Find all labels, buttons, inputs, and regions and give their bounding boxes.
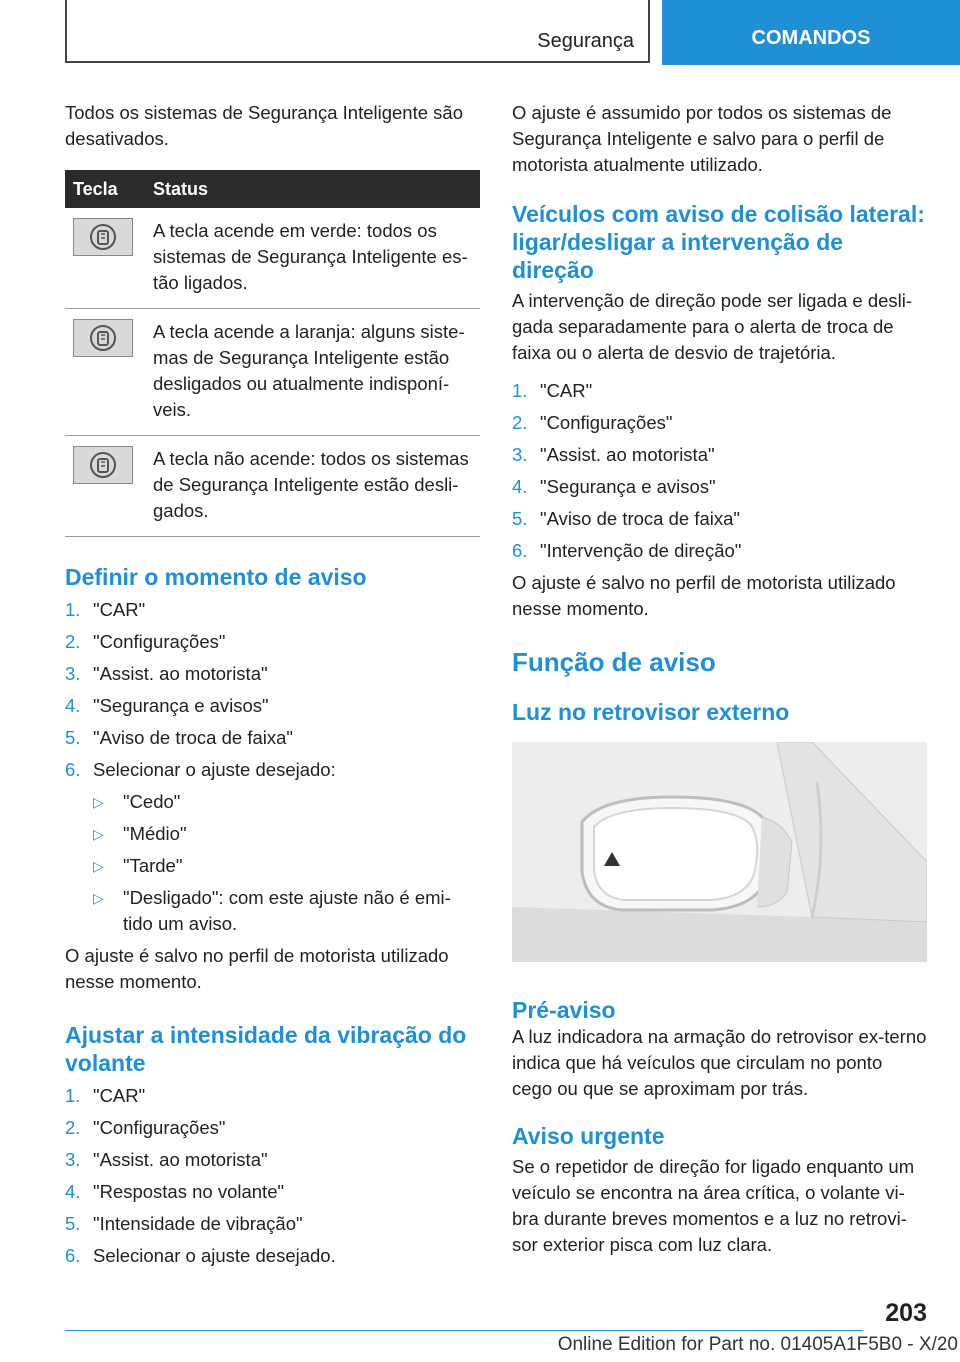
- table-row: [65, 436, 480, 537]
- list-item: 5. "Aviso de troca de faixa": [512, 508, 740, 529]
- section-heading: Luz no retrovisor externo: [512, 699, 790, 725]
- status-table: [65, 170, 480, 537]
- footer-edition: Online Edition for Part no. 01405A1F5B0 - X/20: [557, 1334, 958, 1355]
- table-header-key: Tecla: [65, 170, 143, 208]
- list-item: 2. "Configurações": [512, 412, 673, 433]
- list-item: 4. "Segurança e avisos": [65, 695, 269, 716]
- status-text: A tecla não acende: todos os sistemas de Segurança Inteligente estão desli-gados.: [143, 436, 480, 537]
- list-item: 1. "CAR": [512, 380, 593, 401]
- options-list: [93, 789, 480, 937]
- table-row: [65, 208, 480, 309]
- section-text: A luz indicadora na armação do retrovisor ex-terno indica que há veículos que circulam no ponto cego ou que se aproximam por trás.: [512, 1026, 927, 1099]
- option-item: ▷ "Tarde": [93, 853, 480, 879]
- intro-text: Todos os sistemas de Segurança Inteligente são desativados.: [65, 102, 463, 149]
- steps-list: [512, 378, 927, 564]
- option-item: ▷ "Desligado": com este ajuste não é emi-tido um aviso.: [93, 887, 451, 934]
- section-text: A intervenção de direção pode ser ligada e desli-gada separadamente para o alerta de troca de faixa ou o alerta de desvio de trajetória.: [512, 290, 913, 363]
- mirror-illustration: [512, 742, 927, 962]
- status-text: A tecla acende a laranja: alguns siste-mas de Segurança Inteligente estão desligados ou atualmente indisponí-veis.: [143, 309, 480, 436]
- list-item: 3. "Assist. ao motorista": [512, 444, 715, 465]
- section-heading: Definir o momento de aviso: [65, 564, 367, 590]
- list-item: 4. "Respostas no volante": [65, 1181, 285, 1202]
- list-item: 5. "Intensidade de vibração": [65, 1213, 303, 1234]
- list-item: 6. Selecionar o ajuste desejado.: [65, 1245, 336, 1266]
- section-heading: Ajustar a intensidade da vibração do volante: [65, 1022, 467, 1076]
- option-item: ▷ "Médio": [93, 821, 480, 847]
- status-text: A tecla acende em verde: todos os sistemas de Segurança Inteligente es-tão ligados.: [143, 208, 480, 309]
- section-heading: Veículos com aviso de colisão lateral: ligar/desligar a intervenção de direção: [512, 201, 925, 283]
- note-text: O ajuste é salvo no perfil de motorista utilizado nesse momento.: [65, 945, 449, 992]
- button-green-icon: [73, 218, 133, 256]
- list-item: 3. "Assist. ao motorista": [65, 1149, 268, 1170]
- table-row: [65, 309, 480, 436]
- table-header-row: [65, 170, 480, 208]
- list-item: 6. "Intervenção de direção": [512, 540, 742, 561]
- triangle-bullet-icon: ▷: [93, 858, 104, 874]
- steps-list: [65, 597, 480, 937]
- button-off-icon: [73, 446, 133, 484]
- button-orange-icon: [73, 319, 133, 357]
- list-item: 1. "CAR": [65, 1085, 146, 1106]
- right-column: [512, 100, 927, 1258]
- list-item: 2. "Configurações": [65, 631, 226, 652]
- steps-list: [65, 1083, 480, 1269]
- option-item: ▷ "Cedo": [93, 789, 480, 815]
- intro-text: O ajuste é assumido por todos os sistemas de Segurança Inteligente e salvo para o perfil de motorista atualmente utilizado.: [512, 102, 892, 175]
- section-title: Segurança: [537, 30, 634, 52]
- note-text: O ajuste é salvo no perfil de motorista utilizado nesse momento.: [512, 572, 896, 619]
- footer-divider: [65, 1330, 863, 1331]
- section-heading: Pré-aviso: [512, 997, 616, 1023]
- chapter-heading: Função de aviso: [512, 647, 716, 677]
- list-item: 1. "CAR": [65, 599, 146, 620]
- list-item: 4. "Segurança e avisos": [512, 476, 716, 497]
- chapter-tab[interactable]: COMANDOS: [662, 0, 960, 65]
- section-text: Se o repetidor de direção for ligado enquanto um veículo se encontra na área crítica, o volante vi-bra durante breves momentos e a luz no retrovi-sor exterior pisca com luz clara.: [512, 1156, 915, 1255]
- table-header-status: Status: [143, 170, 480, 208]
- list-item: 2. "Configurações": [65, 1117, 226, 1138]
- list-item: 3. "Assist. ao motorista": [65, 663, 268, 684]
- page-number: 203: [885, 1299, 927, 1327]
- left-column: [65, 100, 480, 1275]
- list-item: 5. "Aviso de troca de faixa": [65, 727, 293, 748]
- triangle-bullet-icon: ▷: [93, 826, 104, 842]
- triangle-bullet-icon: ▷: [93, 890, 104, 906]
- section-heading: Aviso urgente: [512, 1123, 665, 1149]
- list-item: 6. Selecionar o ajuste desejado: ▷ "Cedo" ▷ "Médio" ▷ "Tarde" ▷ "Desligado": com este ajuste não é emi-tido um aviso.: [65, 757, 480, 937]
- header-box: [65, 0, 650, 63]
- triangle-bullet-icon: ▷: [93, 794, 104, 810]
